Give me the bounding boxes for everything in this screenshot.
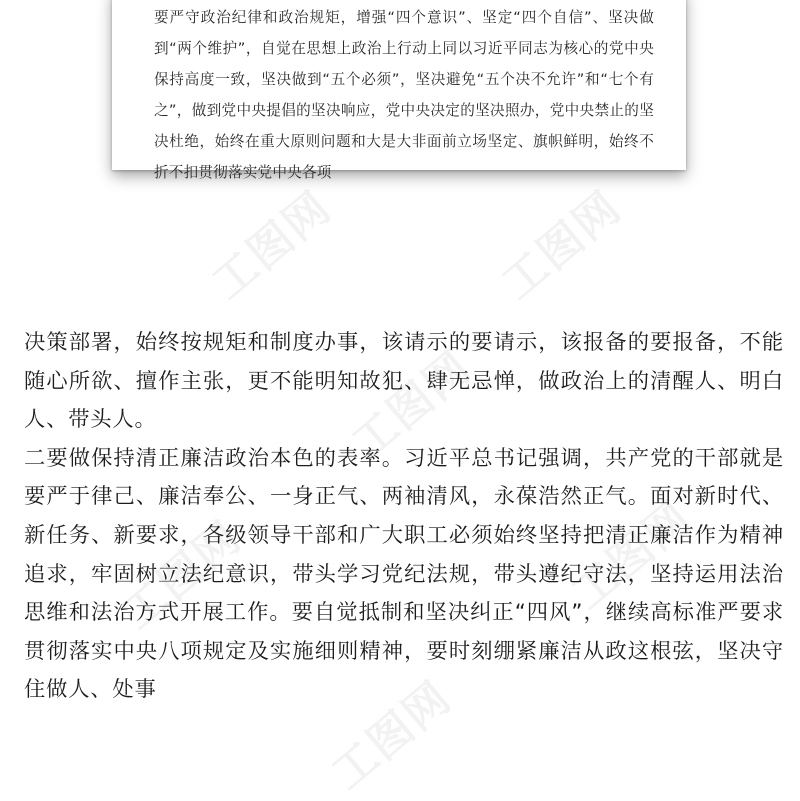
watermark-logo: 工图网 bbox=[492, 181, 632, 310]
watermark-logo: 工图网 bbox=[112, 511, 252, 640]
watermark-logo: 工图网 bbox=[202, 181, 342, 310]
watermark-logo: 工图网 bbox=[342, 341, 482, 470]
body-paragraph-2: 二要做保持清正廉洁政治本色的表率。习近平总书记强调，共产党的干部就是要严于律己、廉洁奉公、一身正气、两袖清风，永葆浩然正气。面对新时代、新任务、新要求，各级领导干部和广大职工必须始终坚持把清正廉洁作为精神追求，牢固树立法纪意识，带头学习党纪法规，带头遵纪守法，坚持运用法治思维和法治方式开展工作。要自觉抵制和坚决纠正“四风”，继续高标准严要求贯彻落实中央八项规定及实施细则精神，要时刻绷紧廉洁从政这根弦，坚决守住做人、处事 bbox=[24, 445, 784, 703]
document-body bbox=[24, 324, 784, 710]
body-paragraph-1: 决策部署，始终按规矩和制度办事，该请示的要请示，该报备的要报备，不能随心所欲、擅作主张，更不能明知故犯、肆无忌惮，做政治上的清醒人、明白人、带头人。 bbox=[24, 330, 784, 433]
watermark-logo: 工图网 bbox=[322, 671, 462, 800]
preview-paragraph: 要严守政治纪律和政治规矩，增强“四个意识”、坚定“四个自信”、坚决做到“两个维护”，自觉在思想上政治上行动上同以习近平同志为核心的党中央保持高度一致，坚决做到“五个必须”，坚决避免“五个决不允许”和“七个有之”，做到党中央提倡的坚决响应，党中央决定的坚决照办，党中央禁止的坚决杜绝，始终在重大原则问题和大是大非面前立场坚定、旗帜鲜明，始终不折不扣贯彻落实党中央各项 bbox=[154, 9, 654, 181]
page-preview-card bbox=[112, 0, 686, 181]
watermark-logo: 工图网 bbox=[562, 491, 702, 620]
